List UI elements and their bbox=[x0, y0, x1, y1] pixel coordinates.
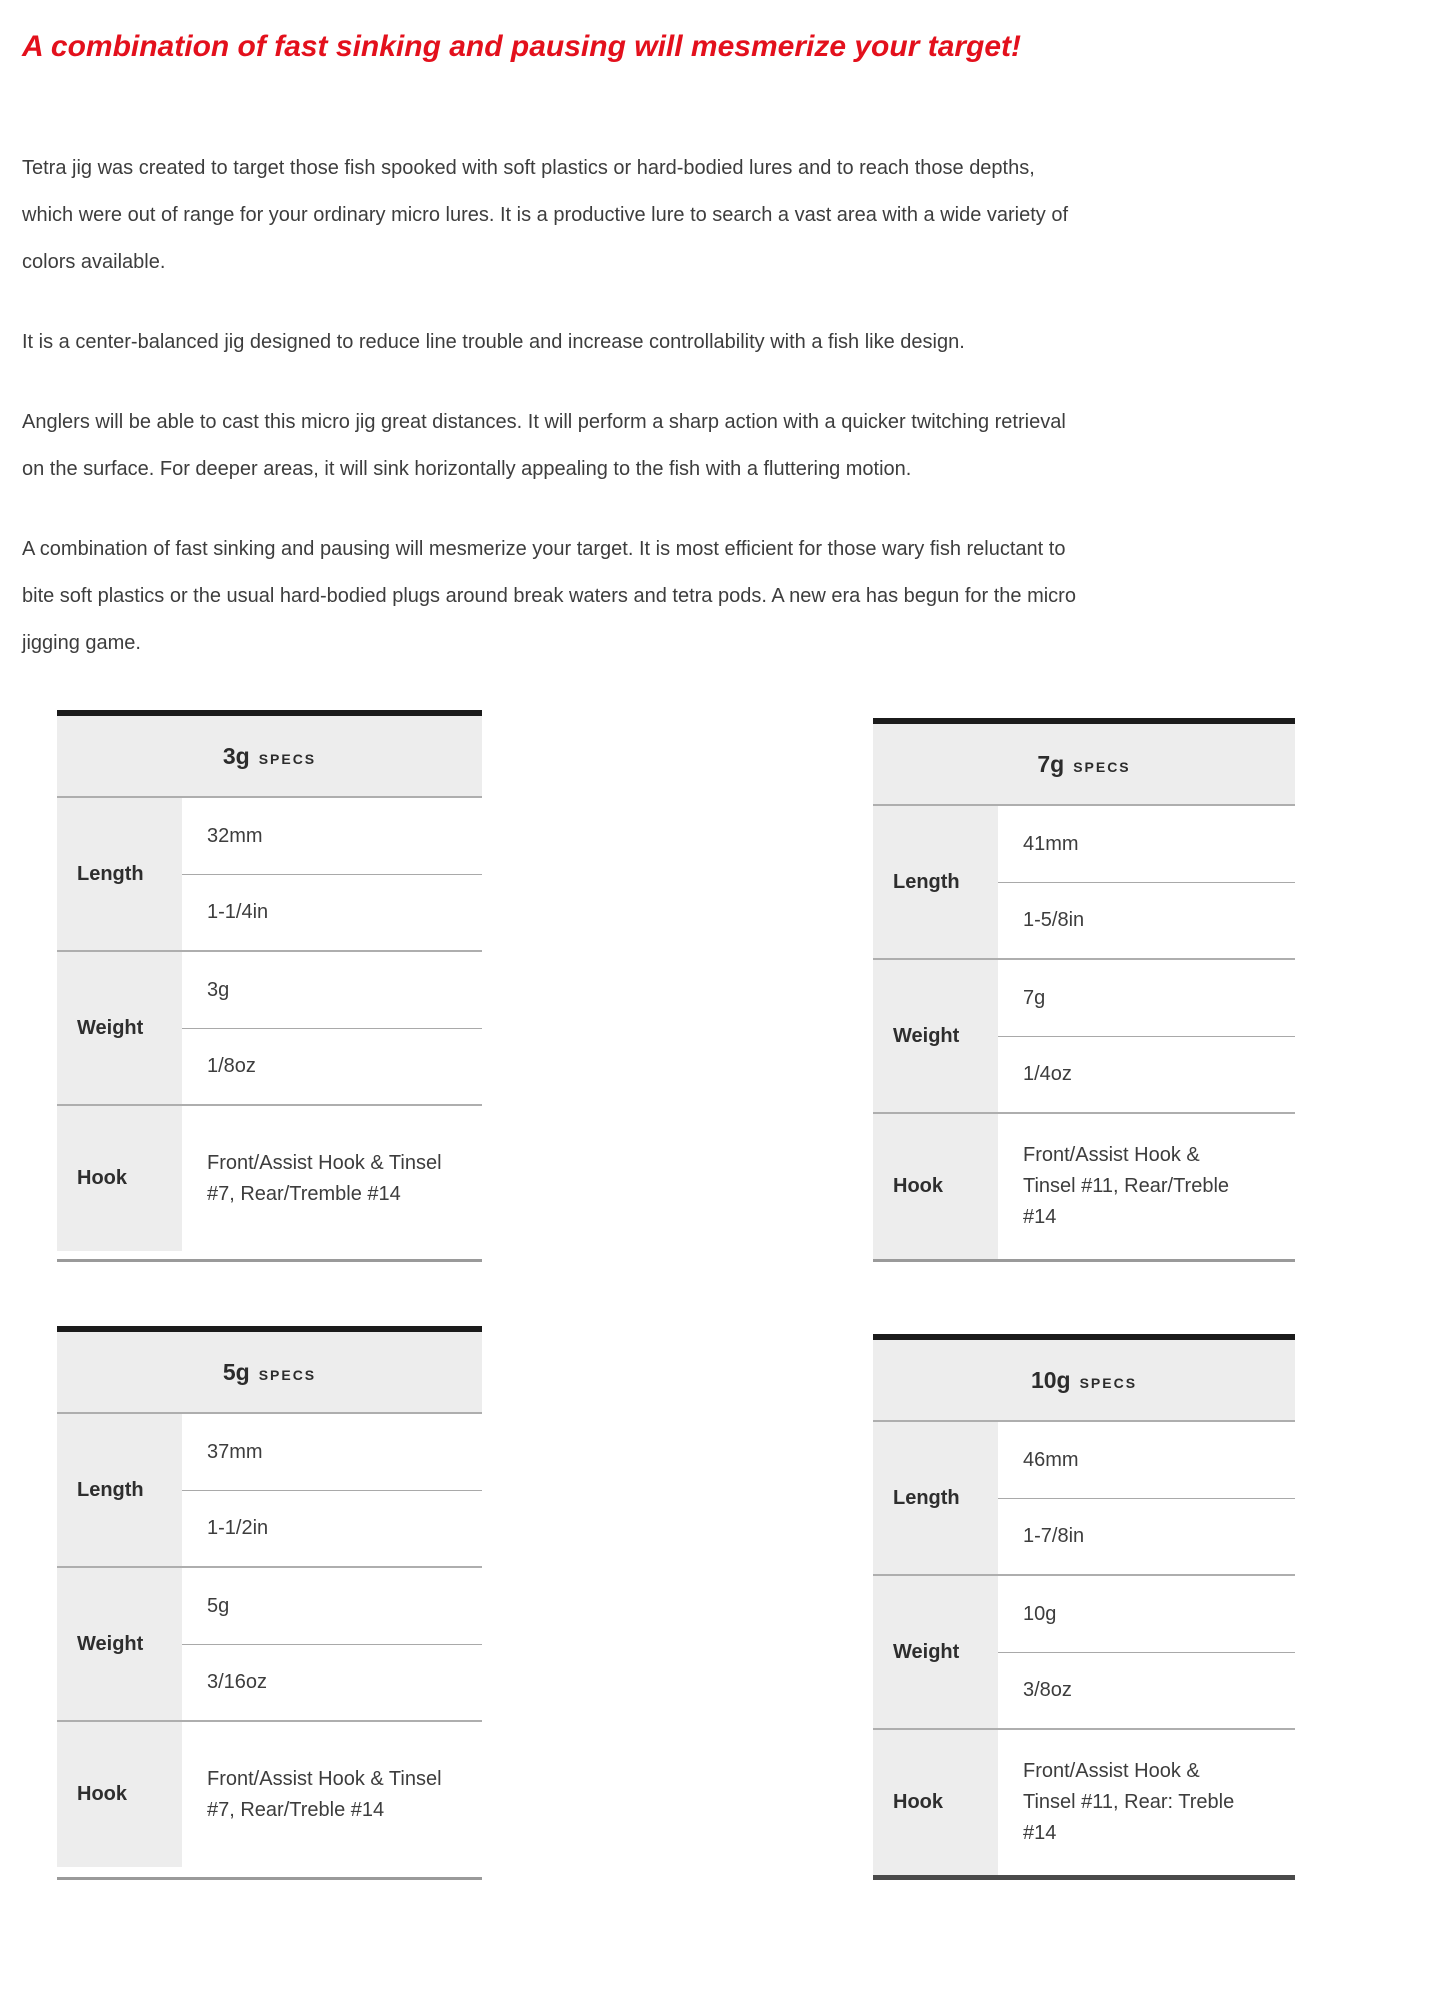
hook-value: Front/Assist Hook & Tinsel #7, Rear/Treble #14 bbox=[207, 1767, 442, 1821]
hook-section bbox=[873, 1112, 1295, 1259]
hook-label: Hook bbox=[873, 1730, 998, 1875]
hook-section bbox=[57, 1720, 482, 1867]
length-metric-value: 46mm bbox=[1023, 1448, 1079, 1471]
casting-paragraph: Anglers will be able to cast this micro jig great distances. It will perform a sharp action with a quicker twitching retrieval on the surface. For deeper areas, it will sink horizontally appealing to the fish with a fluttering motion. bbox=[22, 411, 1066, 480]
length-values bbox=[182, 1414, 482, 1566]
page-title: A combination of fast sinking and pausing will mesmerize your target! bbox=[22, 30, 1022, 63]
weight-section bbox=[873, 958, 1295, 1112]
weight-label: Weight bbox=[57, 1568, 182, 1720]
weight-label: Weight bbox=[57, 952, 182, 1104]
weight-values bbox=[998, 1576, 1295, 1728]
weight-metric-value: 10g bbox=[1023, 1602, 1057, 1625]
weight-values bbox=[182, 1568, 482, 1720]
length-metric-value: 32mm bbox=[207, 824, 263, 847]
weight-label: Weight bbox=[873, 1576, 998, 1728]
specs-word: SPECS bbox=[1073, 759, 1131, 775]
length-imperial-value: 1-7/8in bbox=[998, 1498, 1295, 1574]
spec-table-3g bbox=[57, 710, 482, 1262]
hook-value: Front/Assist Hook & Tinsel #7, Rear/Tremble #14 bbox=[207, 1151, 442, 1205]
weight-values bbox=[998, 960, 1295, 1112]
length-section bbox=[57, 796, 482, 950]
spec-table-7g bbox=[873, 718, 1295, 1262]
length-label: Length bbox=[57, 1414, 182, 1566]
specs-word: SPECS bbox=[258, 751, 317, 767]
hook-values bbox=[998, 1114, 1295, 1259]
spec-size-label: 10g bbox=[1030, 1367, 1071, 1393]
length-values bbox=[182, 798, 482, 950]
hook-values bbox=[182, 1106, 482, 1251]
hook-section bbox=[57, 1104, 482, 1251]
length-label: Length bbox=[873, 806, 998, 958]
product-description-page bbox=[0, 20, 1431, 1880]
spec-table-7g-header bbox=[873, 724, 1295, 804]
length-label: Length bbox=[873, 1422, 998, 1574]
length-label: Length bbox=[57, 798, 182, 950]
weight-metric-value: 5g bbox=[207, 1594, 230, 1617]
intro-paragraph: Tetra jig was created to target those fish spooked with soft plastics or hard-bodied lures and to reach those depths, which were out of range for your ordinary micro lures. It is a productive lure to search a vast area with a wide variety of colors available. bbox=[22, 157, 1069, 273]
length-section bbox=[873, 804, 1295, 958]
length-imperial-value: 1-1/4in bbox=[182, 874, 482, 950]
length-section bbox=[873, 1420, 1295, 1574]
weight-metric-value: 3g bbox=[207, 978, 230, 1001]
length-imperial-value: 1-5/8in bbox=[998, 882, 1295, 958]
length-imperial-value: 1-1/2in bbox=[182, 1490, 482, 1566]
length-values bbox=[998, 1422, 1295, 1574]
spec-tables bbox=[57, 710, 1431, 1880]
hook-values bbox=[182, 1722, 482, 1867]
hook-values bbox=[998, 1730, 1295, 1875]
weight-values bbox=[182, 952, 482, 1104]
weight-label: Weight bbox=[873, 960, 998, 1112]
weight-section bbox=[873, 1574, 1295, 1728]
spec-table-5g-header bbox=[57, 1332, 482, 1412]
weight-metric-value: 7g bbox=[1023, 986, 1046, 1009]
hook-label: Hook bbox=[57, 1106, 182, 1251]
specs-word: SPECS bbox=[258, 1367, 317, 1383]
summary-paragraph: A combination of fast sinking and pausing will mesmerize your target. It is most efficient for those wary fish reluctant to bite soft plastics or the usual hard-bodied plugs around break waters and tetra pods. A new era has begun for the micro jigging game. bbox=[22, 538, 1076, 654]
hook-value: Front/Assist Hook & Tinsel #11, Rear: Treble #14 bbox=[1023, 1760, 1235, 1844]
hook-value: Front/Assist Hook & Tinsel #11, Rear/Treble #14 bbox=[1023, 1144, 1230, 1228]
spec-size-label: 3g bbox=[222, 743, 250, 769]
weight-imperial-value: 1/4oz bbox=[998, 1036, 1295, 1112]
weight-imperial-value: 3/8oz bbox=[998, 1652, 1295, 1728]
spec-table-3g-header bbox=[57, 716, 482, 796]
length-metric-value: 41mm bbox=[1023, 832, 1079, 855]
hook-section bbox=[873, 1728, 1295, 1875]
hook-label: Hook bbox=[57, 1722, 182, 1867]
spec-size-label: 5g bbox=[222, 1359, 250, 1385]
design-paragraph: It is a center-balanced jig designed to reduce line trouble and increase controllability with a fish like design. bbox=[22, 331, 965, 353]
weight-imperial-value: 1/8oz bbox=[182, 1028, 482, 1104]
hook-label: Hook bbox=[873, 1114, 998, 1259]
length-section bbox=[57, 1412, 482, 1566]
length-values bbox=[998, 806, 1295, 958]
weight-section bbox=[57, 950, 482, 1104]
spec-table-10g bbox=[873, 1334, 1295, 1880]
spec-table-10g-header bbox=[873, 1340, 1295, 1420]
specs-word: SPECS bbox=[1079, 1375, 1138, 1391]
weight-imperial-value: 3/16oz bbox=[182, 1644, 482, 1720]
weight-section bbox=[57, 1566, 482, 1720]
spec-table-5g bbox=[57, 1326, 482, 1880]
length-metric-value: 37mm bbox=[207, 1440, 263, 1463]
spec-size-label: 7g bbox=[1037, 751, 1065, 777]
